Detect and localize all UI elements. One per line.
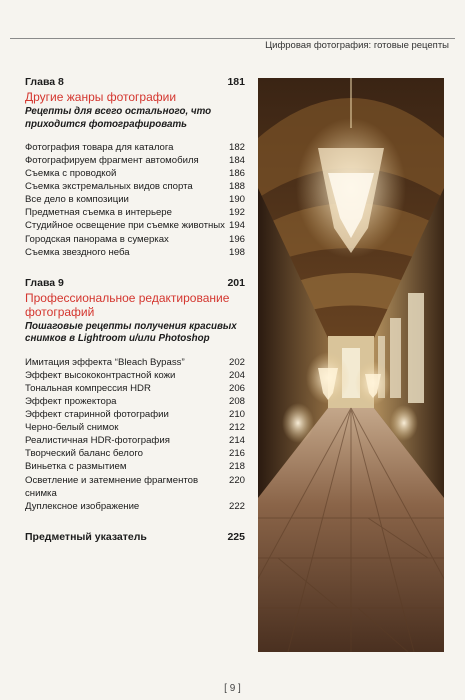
toc-entry[interactable]: Реалистичная HDR-фотография 214	[25, 435, 245, 447]
chapter-page: 201	[227, 276, 245, 289]
toc-entry[interactable]: Осветление и затемнение фрагментов снимка 220	[25, 474, 245, 499]
chapter-subtitle: Рецепты для всего остального, что приходится фотографировать	[25, 106, 212, 130]
index-title: Предметный указатель	[25, 530, 147, 543]
toc-entry[interactable]: Городская панорама в сумерках 196	[25, 233, 245, 245]
toc-entry[interactable]: Фотография товара для каталога 182	[25, 141, 245, 153]
chapter-title[interactable]: Профессиональное редактирование фотографий	[25, 290, 230, 319]
index-entry[interactable]	[25, 531, 245, 544]
toc-entry[interactable]: Эффект старинной фотографии 210	[25, 409, 245, 421]
table-of-contents	[25, 76, 245, 544]
page-number: [ 9 ]	[224, 683, 241, 694]
toc-entry[interactable]: Творческий баланс белого 216	[25, 448, 245, 460]
toc-entry[interactable]: Съемка с проводкой 186	[25, 168, 245, 180]
toc-entry[interactable]: Съемка звездного неба 198	[25, 246, 245, 258]
chapter-9	[25, 277, 245, 513]
toc-entry[interactable]: Эффект высококонтрастной кожи 204	[25, 369, 245, 381]
chapter-label: Глава 8	[25, 76, 64, 88]
toc-entry[interactable]: Дуплексное изображение 222	[25, 500, 245, 512]
header-rule	[10, 38, 455, 39]
hall-of-mirrors-photo	[258, 78, 444, 652]
toc-entry[interactable]: Тональная компрессия HDR 206	[25, 382, 245, 394]
chapter-subtitle: Пошаговые рецепты получения красивых снимков в Lightroom и/или Photoshop	[25, 320, 237, 345]
index-page: 225	[227, 530, 245, 543]
toc-entry[interactable]: Студийное освещение при съемке животных 194	[25, 220, 245, 232]
toc-entry[interactable]: Фотографируем фрагмент автомобиля 184	[25, 155, 245, 166]
chapter-page: 181	[227, 76, 245, 88]
toc-entry[interactable]: Черно-белый снимок 212	[25, 422, 245, 434]
running-title: Цифровая фотография: готовые рецепты	[265, 40, 449, 51]
chapter-label: Глава 9	[25, 276, 64, 289]
toc-entry[interactable]: Эффект прожектора 208	[25, 395, 245, 407]
chapter-8	[25, 76, 245, 259]
toc-entry[interactable]: Имитация эффекта “Bleach Bypass” 202	[25, 356, 245, 368]
toc-entry[interactable]: Съемка экстремальных видов спорта 188	[25, 181, 245, 193]
toc-entry[interactable]: Предметная съемка в интерьере 192	[25, 207, 245, 219]
toc-entry[interactable]: Все дело в композиции 190	[25, 194, 245, 206]
chapter-title[interactable]: Другие жанры фотографии	[25, 90, 177, 105]
toc-entry[interactable]: Виньетка с размытием 218	[25, 461, 245, 473]
